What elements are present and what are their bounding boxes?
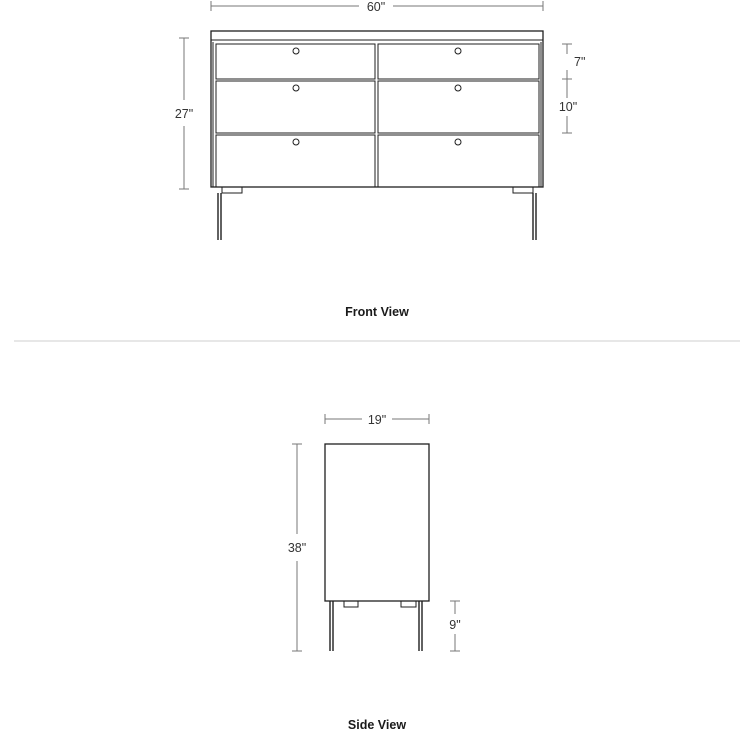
front-view [175,0,586,319]
side-bracket-left [344,601,358,607]
front-width-label: 60" [366,0,386,14]
drawer-left-top [216,44,375,79]
front-view-caption: Front View [345,305,409,319]
dresser-front [211,31,543,240]
side-depth-label: 19" [367,413,387,427]
side-height-label: 38" [287,541,307,555]
side-leg-label: 9" [449,618,461,632]
drawer-right-top [378,44,539,79]
top-drawer-height-label: 7" [574,55,586,69]
drawer-right-bottom [378,135,539,187]
front-height-dimension [175,38,193,189]
knob-icon [455,85,461,91]
side-cabinet [325,444,429,601]
dresser-side [325,444,429,651]
side-view-caption: Side View [347,718,407,732]
leg-bracket-right [513,187,533,193]
lower-drawer-height-label: 10" [558,100,578,114]
drawer-right-middle [378,81,539,133]
knob-icon [293,48,299,54]
side-leg-dimension [449,601,460,651]
drawer-left-bottom [216,135,375,187]
side-bracket-right [401,601,416,607]
dresser-cabinet [211,31,543,187]
knob-icon [455,139,461,145]
side-depth-dimension [325,413,429,427]
knob-icon [293,85,299,91]
side-height-dimension [288,444,306,651]
front-width-dimension [211,0,543,14]
drawer-left-middle [216,81,375,133]
front-height-label: 27" [174,107,194,121]
front-drawer-dimensions [559,44,586,133]
knob-icon [293,139,299,145]
leg-bracket-left [222,187,242,193]
knob-icon [455,48,461,54]
side-view [288,413,461,732]
